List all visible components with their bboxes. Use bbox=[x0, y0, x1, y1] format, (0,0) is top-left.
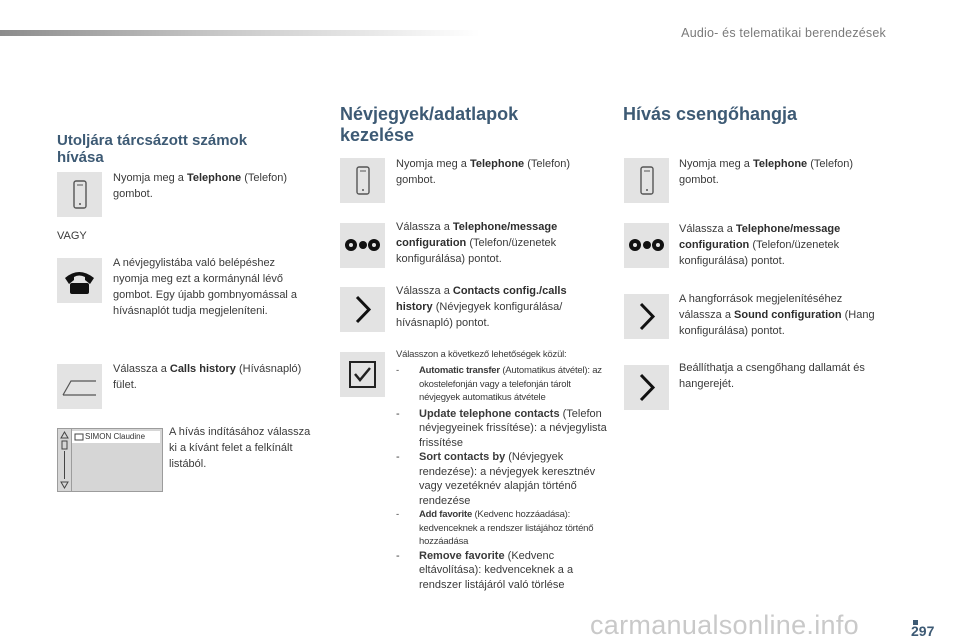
right-step-ringtone-settings: Beállíthatja a csengőhang dallamát és hangerejét. bbox=[679, 362, 865, 390]
list-item: - Add favorite (Kedvenc hozzáadása): kedvenceknek a rendszer listájához történő hozzáadása bbox=[396, 509, 594, 547]
left-step-telephone: Nyomja meg a Telephone (Telefon) gombot. bbox=[113, 172, 288, 200]
steering-phone-button-icon bbox=[57, 258, 102, 303]
settings-gears-icon bbox=[340, 223, 385, 268]
phone-icon bbox=[57, 172, 102, 217]
left-step-steering-button: A névjegylistába való belépéshez nyomja meg ezt a kormánynál lévő gombot. Egy újabb gombnyomással a hívásnaplót tudja megjeleníteni. bbox=[113, 257, 298, 317]
phone-icon bbox=[340, 158, 385, 203]
checkbox-icon bbox=[340, 352, 385, 397]
right-step-message-config: Válassza a Telephone/message configuration (Telefon/üzenetek konfigurálása) pontot. bbox=[679, 223, 841, 267]
section-heading-contacts: Névjegyek/adatlapok kezelése bbox=[340, 104, 519, 145]
middle-step-telephone: Nyomja meg a Telephone (Telefon) gombot. bbox=[396, 158, 571, 186]
calls-history-tab-icon bbox=[57, 364, 102, 409]
middle-step-contacts-config: Válassza a Contacts config./calls history (Névjegyek konfigurálása/ hívásnapló) pontot. bbox=[396, 285, 567, 329]
left-step-calls-history: Válassza a Calls history (Hívásnapló) fület. bbox=[113, 363, 302, 391]
contact-list-screen bbox=[57, 428, 163, 492]
watermark: carmanualsonline.info bbox=[590, 610, 859, 640]
right-step-sound-config: A hangforrások megjelenítéséhez válassza a Sound configuration (Hang konfigurálása) pontot. bbox=[679, 293, 875, 337]
header-bar bbox=[0, 30, 480, 36]
section-heading-ringtone: Hívás csengőhangja bbox=[623, 104, 798, 124]
chevron-right-icon bbox=[624, 294, 669, 339]
list-item: - Sort contacts by (Névjegyek rendezése): a névjegyek keresztnév vagy vezetéknév alapján történő rendezése bbox=[396, 451, 596, 507]
middle-step-message-config: Válassza a Telephone/message configuration (Telefon/üzenetek konfigurálása) pontot. bbox=[396, 221, 558, 265]
chevron-right-icon bbox=[340, 287, 385, 332]
list-item: - Update telephone contacts (Telefon névjegyeinek frissítése): a névjegylista frissítése bbox=[396, 407, 607, 449]
list-item: - Remove favorite (Kedvenc eltávolítása): kedvenceknek a a rendszer listájáról való törlése bbox=[396, 549, 574, 591]
phone-icon bbox=[624, 158, 669, 203]
right-step-telephone: Nyomja meg a Telephone (Telefon) gombot. bbox=[679, 158, 854, 186]
list-item: - Automatic transfer (Automatikus átvétel): az okostelefonján vagy a telefonján tárolt névjegyek automatikus átvétele bbox=[396, 365, 602, 403]
header-title: Audio- és telematikai berendezések bbox=[681, 26, 886, 40]
left-step-select-contact: A hívás indításához válassza ki a kívánt felet a felkínált listából. bbox=[169, 426, 311, 470]
chevron-right-icon bbox=[624, 365, 669, 410]
page-number: 297 bbox=[911, 623, 935, 639]
options-title: Válasszon a következő lehetőségek közül: bbox=[396, 349, 567, 360]
or-label: VAGY bbox=[57, 230, 87, 242]
list-scrollbar bbox=[58, 429, 72, 491]
settings-gears-icon bbox=[624, 223, 669, 268]
options-list bbox=[396, 364, 611, 592]
contact-list-item: SIMON Claudine bbox=[72, 431, 160, 443]
section-heading-recent-calls: Utoljára tárcsázott számok hívása bbox=[57, 132, 248, 166]
